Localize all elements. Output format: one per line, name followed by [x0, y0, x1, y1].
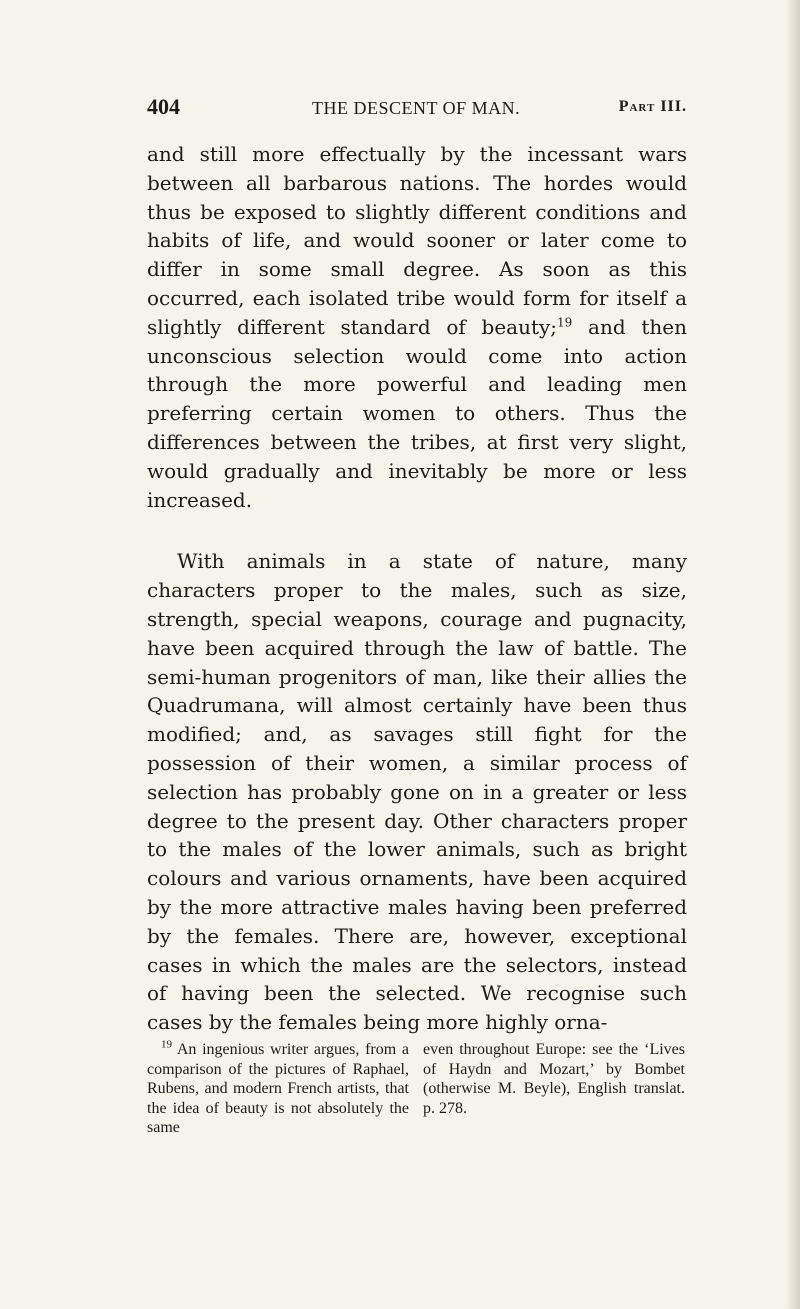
footnote-column-2	[423, 1040, 685, 1138]
body-text	[147, 140, 687, 1037]
footnote-text-1: An ingenious writer argues, from a comparison of the pictures of Raphael, Rubens, and modern French artists, that the idea of beauty is not absolutely the same	[147, 1041, 409, 1136]
part-label: Part III.	[618, 98, 687, 115]
paragraph-1-text-b: and then unconscious selection would come into action through the more powerful and leading men preferring certain women to others. Thus the differences between the tribes, at first very slight, would gradually and inevitably be more or less increased.	[147, 314, 687, 512]
page-edge-shadow	[786, 0, 800, 1309]
footnote-mark: 19	[161, 1038, 172, 1051]
page-number: 404	[147, 94, 180, 119]
footnote-column-1	[147, 1040, 409, 1138]
paragraph-1	[147, 140, 687, 514]
footnotes	[147, 1040, 685, 1138]
footnote-text-2: even throughout Europe: see the ‘Lives of Haydn and Mozart,’ by Bombet (otherwise M. Beyle), English translat. p. 278.	[423, 1041, 685, 1117]
page-header	[147, 94, 687, 128]
footnote-reference: 19	[557, 315, 573, 330]
paragraph-1-text-a: and still more effectually by the incessant wars between all barbarous nations. The hordes would thus be exposed to slightly different conditions and habits of life, and would sooner or later come to differ in some small degree. As soon as this occurred, each isolated tribe would form for itself a slightly different standard of beauty;	[147, 142, 687, 339]
running-title: THE DESCENT OF MAN.	[312, 98, 521, 118]
paragraph-2: With animals in a state of nature, many characters proper to the males, such as size, strength, special weapons, courage and pugnacity, have been acquired through the law of battle. The semi-human progenitors of man, like their allies the Quadrumana, will almost certainly have been thus modified; and, as savages still fight for the possession of their women, a similar process of selection has probably gone on in a greater or less degree to the present day. Other characters proper to the males of the lower animals, such as bright colours and various ornaments, have been acquired by the more attractive males having been preferred by the females. There are, however, exceptional cases in which the males are the selectors, instead of having been the selected. We recognise such cases by the females being more highly orna-	[147, 549, 687, 1035]
